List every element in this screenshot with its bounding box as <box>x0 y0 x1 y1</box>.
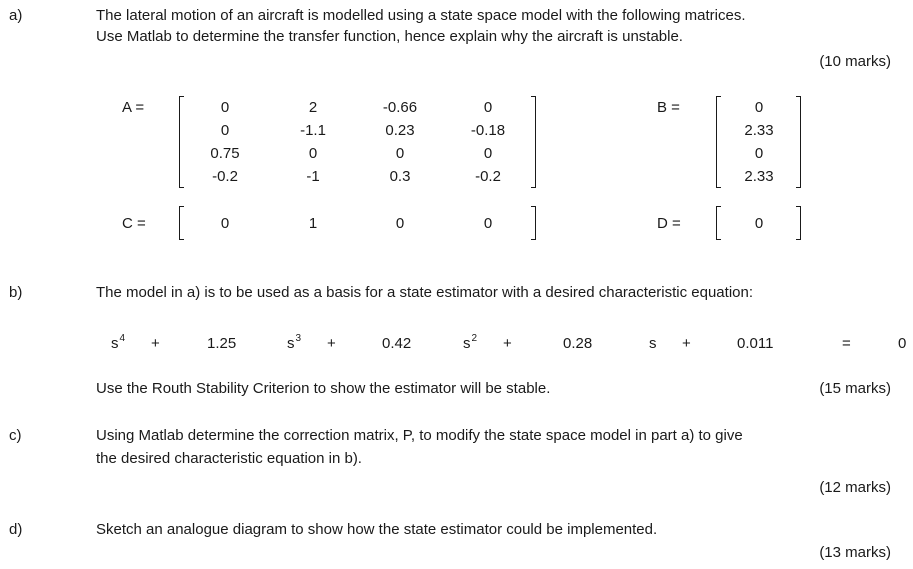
matrix-a-cell: 0 <box>308 145 318 162</box>
part-b-label: b) <box>9 284 23 301</box>
matrix-c-cell: 0 <box>483 215 493 232</box>
equation-s2: $s^2$ <box>463 333 478 352</box>
equation-coeff-4: 0.011 <box>737 335 774 352</box>
matrix-a-cell: 0 <box>220 122 230 139</box>
part-a-line-2: Use Matlab to determine the transfer function, hence explain why the aircraft is unstable. <box>96 28 683 45</box>
matrix-b-cell: 2.33 <box>744 122 774 139</box>
matrix-d-left-bracket <box>716 206 721 240</box>
equation-equals: = <box>842 335 851 352</box>
equation-coeff-3: 0.28 <box>563 335 593 352</box>
matrix-a-cell: 0 <box>483 99 493 116</box>
matrix-a-cell: 0 <box>220 99 230 116</box>
part-c-marks: (12 marks) <box>819 479 891 496</box>
matrix-c-cell: 0 <box>395 215 405 232</box>
matrix-a-cell: 0 <box>395 145 405 162</box>
matrix-b-right-bracket <box>796 96 801 188</box>
matrix-a-cell: 0.23 <box>385 122 415 139</box>
matrix-a-cell: -0.2 <box>475 168 501 185</box>
matrix-b-cell: 0 <box>754 99 764 116</box>
part-c-label: c) <box>9 427 22 444</box>
matrix-d-label: D = <box>657 215 681 232</box>
matrix-a-cell: -1.1 <box>300 122 326 139</box>
part-d-text: Sketch an analogue diagram to show how the state estimator could be implemented. <box>96 521 658 538</box>
matrix-b-left-bracket <box>716 96 721 188</box>
matrix-a-cell: 0.75 <box>210 145 240 162</box>
matrix-d-cell: 0 <box>754 215 764 232</box>
matrix-c-right-bracket <box>531 206 536 240</box>
part-c-line-2: the desired characteristic equation in b). <box>96 450 362 467</box>
matrix-a-right-bracket <box>531 96 536 188</box>
matrix-a-cell: 0.3 <box>389 168 411 185</box>
matrix-b-cell: 0 <box>754 145 764 162</box>
part-d-marks: (13 marks) <box>819 544 891 561</box>
part-b-marks: (15 marks) <box>819 380 891 397</box>
part-a-label: a) <box>9 7 23 24</box>
equation-plus: + <box>503 335 512 352</box>
part-b-intro: The model in a) is to be used as a basis for a state estimator with a desired characteristic equation: <box>96 284 753 301</box>
part-c-line-1: Using Matlab determine the correction matrix, P, to modify the state space model in part a) to give <box>96 427 743 444</box>
equation-coeff-2: 0.42 <box>382 335 412 352</box>
part-b-follow: Use the Routh Stability Criterion to show the estimator will be stable. <box>96 380 551 397</box>
matrix-c-cell: 0 <box>220 215 230 232</box>
matrix-d-right-bracket <box>796 206 801 240</box>
matrix-a-left-bracket <box>179 96 184 188</box>
equation-s4: $s^4$ <box>111 333 126 352</box>
part-d-label: d) <box>9 521 23 538</box>
equation-plus: + <box>327 335 336 352</box>
matrix-a-label: A = <box>122 99 145 116</box>
matrix-a-cell: -0.2 <box>212 168 238 185</box>
matrix-b-cell: 2.33 <box>744 168 774 185</box>
matrix-c-label: C = <box>122 215 146 232</box>
equation-plus: + <box>682 335 691 352</box>
matrix-a-cell: 2 <box>308 99 318 116</box>
equation-s1: s <box>649 335 657 352</box>
equation-plus: + <box>151 335 160 352</box>
part-a-line-1: The lateral motion of an aircraft is modelled using a state space model with the following matrices. <box>96 7 746 24</box>
matrix-a-cell: -0.66 <box>382 99 418 116</box>
part-a-marks: (10 marks) <box>819 53 891 70</box>
equation-rhs: 0 <box>898 335 907 352</box>
matrix-c-left-bracket <box>179 206 184 240</box>
matrix-c-cell: 1 <box>308 215 318 232</box>
matrix-a-cell: -1 <box>306 168 320 185</box>
equation-coeff-1: 1.25 <box>207 335 237 352</box>
matrix-a-cell: -0.18 <box>470 122 506 139</box>
matrix-a-cell: 0 <box>483 145 493 162</box>
matrix-b-label: B = <box>657 99 680 116</box>
equation-s3: $s^3$ <box>287 333 302 352</box>
